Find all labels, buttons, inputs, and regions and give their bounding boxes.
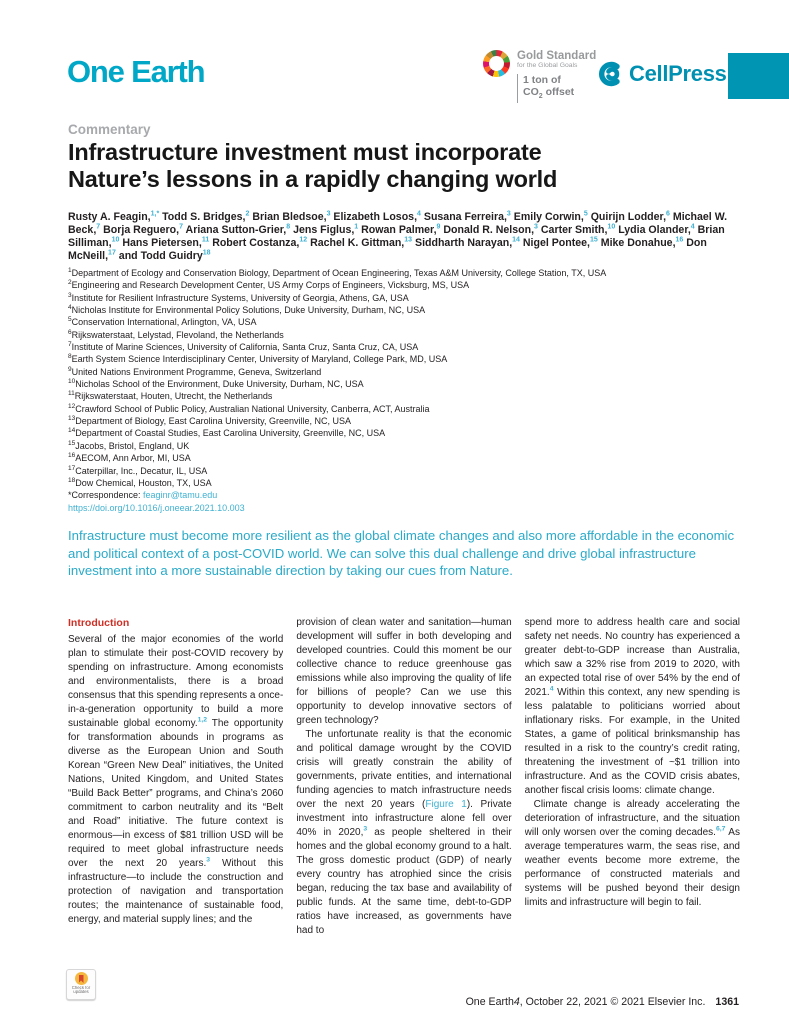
author-name: Mike Donahue, xyxy=(600,237,676,249)
affiliation: $^{18}$Dow Chemical, Houston, TX, USA xyxy=(68,476,212,488)
author-name: Jens Figlus, xyxy=(293,224,355,236)
body-paragraph: Several of the major economies of the world plan to stimulate their post-COVID recovery by spending on infrastructure. Among economists and environmentalists, there is a broad consensus that this spending represents a once-in-a-generation opportunity to build a more sustainable global economy.$^{1,2}$ The opportunity for transformation abounds in programs as diverse as the European Union and South Korean “Green New Deal” initiatives, the United Nations, United Kingdom, and United States “Build Back Better” programs, and China’s 2060 commitment to carbon neutrality and its “Belt and Road” initiative. The future context is enormous—in excess of $81 trillion USD will be required to meet global infrastructure needs over the next 20 years.$^3$ Without this infrastructure—to include the construction and protection of navigation and transportation routes; the maintenance of sustainable food, energy, and material supply lines; and the xyxy=(68,634,284,925)
author-affiliation-ref[interactable]: 3 xyxy=(534,223,538,231)
author-affiliation-ref[interactable]: 6 xyxy=(666,210,670,218)
affiliation: $^6$Rijkswaterstaat, Lelystad, Flevoland, the Netherlands xyxy=(68,328,284,340)
author-affiliation-ref[interactable]: 9 xyxy=(436,223,441,231)
affiliation-number: 12 xyxy=(68,402,76,410)
author-name: Todd S. Bridges, xyxy=(162,211,246,223)
affiliation-number: 14 xyxy=(68,427,76,435)
affiliation-number: 10 xyxy=(68,378,76,386)
body-paragraph: spend more to address health care and social safety net needs. No country has experienced a greater debt-to-GDP increase than Australia, which saw a 32% rise from 2019 to 2020, with an expected total rise of over 54% by the end of 2021.$^4$ Within this context, any new spending is less palatable to politicians worried about inflationary risks. For example, in the United States, a game of political brinksmanship has resulted in a risk to the country’s credit rating, threatening the investment of ~$1 trillion into infrastructure. And as the COVID crisis abates, another fiscal crisis looms: climate change. xyxy=(524,617,740,796)
check-for-updates-badge[interactable] xyxy=(66,969,96,1000)
affiliation-list xyxy=(68,267,742,489)
affiliation: $^{10}$Nicholas School of the Environment, Duke University, Durham, NC, USA xyxy=(68,378,364,390)
author-name: Emily Corwin, xyxy=(513,211,584,223)
author-list xyxy=(68,211,742,263)
author-affiliation-ref[interactable]: 7 xyxy=(96,223,101,231)
gold-standard-ring-icon xyxy=(483,50,510,77)
author-name: and Todd Guidry xyxy=(118,250,203,262)
corner-accent-rectangle xyxy=(728,53,789,99)
body-paragraph: provision of clean water and sanitation—human development will suffer in both developing and developed countries. Could this moment be our collective chance to reduce greenhouse gas emissions while also improving the quality of life for billions of people? Can we use this opportunity to develop innovative sectors of green technology? xyxy=(296,617,512,726)
footer-date-copyright: , October 22, 2021 © 2021 Elsevier Inc. xyxy=(519,996,706,1008)
gold-standard-offset xyxy=(517,74,596,103)
affiliation-number: 16 xyxy=(68,452,76,460)
citation-ref[interactable]: 3 xyxy=(363,825,368,833)
article-body xyxy=(68,616,740,988)
affiliation-number: 15 xyxy=(68,439,76,447)
affiliation: $^{17}$Caterpillar, Inc., Decatur, IL, USA xyxy=(68,464,208,476)
gold-standard-name: Gold Standard xyxy=(517,50,597,62)
author-affiliation-ref[interactable]: 10 xyxy=(607,223,616,231)
author-name: Rachel K. Gittman, xyxy=(310,237,405,249)
author-affiliation-ref[interactable]: 16 xyxy=(675,236,684,244)
body-column-1 xyxy=(68,616,283,988)
affiliation-number: 7 xyxy=(68,341,72,349)
author-affiliation-ref[interactable]: 17 xyxy=(108,249,116,257)
author-affiliation-ref[interactable]: 1,* xyxy=(150,210,160,218)
author-affiliation-ref[interactable]: 1 xyxy=(354,223,359,231)
author-name: Rowan Palmer, xyxy=(361,224,437,236)
author-name: Donald R. Nelson, xyxy=(443,224,535,236)
author-name: Robert Costanza, xyxy=(212,237,300,249)
author-name: Carter Smith, xyxy=(540,224,608,236)
affiliation-number: 18 xyxy=(68,476,76,484)
crossmark-icon xyxy=(75,972,88,985)
cellpress-wordmark: CellPress xyxy=(629,61,727,86)
author-affiliation-ref[interactable]: 8 xyxy=(286,223,291,231)
author-affiliation-ref[interactable]: 15 xyxy=(590,236,598,244)
correspondence-label: *Correspondence: xyxy=(68,490,144,501)
author-affiliation-ref[interactable]: 2 xyxy=(245,210,250,218)
author-affiliation-ref[interactable]: 14 xyxy=(512,236,520,244)
cellpress-icon xyxy=(596,60,624,88)
affiliation: $^4$Nicholas Institute for Environmental Policy Solutions, Duke University, Durham, NC, USA xyxy=(68,304,426,316)
author-name: Don McNeill, xyxy=(68,237,707,262)
author-affiliation-ref[interactable]: 7 xyxy=(179,223,183,231)
author-name: Elizabeth Losos, xyxy=(333,211,418,223)
affiliation: $^{12}$Crawford School of Public Policy, Australian National University, Canberra, ACT, Australia xyxy=(68,402,430,414)
affiliation: $^{15}$Jacobs, Bristol, England, UK xyxy=(68,439,190,451)
doi-link[interactable]: https://doi.org/10.1016/j.oneear.2021.10.003 xyxy=(68,502,245,513)
author-affiliation-ref[interactable]: 13 xyxy=(404,236,413,244)
author-name: Brian Bledsoe, xyxy=(252,211,327,223)
affiliation: $^1$Department of Ecology and Conservation Biology, Department of Ocean Engineering, Texas A&M University, College Station, TX, USA xyxy=(68,267,607,278)
author-affiliation-ref[interactable]: 18 xyxy=(202,249,211,257)
affiliation-number: 1 xyxy=(68,267,72,274)
cellpress-logo xyxy=(596,60,727,88)
author-affiliation-ref[interactable]: 12 xyxy=(299,236,308,244)
footer-journal: One Earth xyxy=(465,996,514,1008)
author-name: Siddharth Narayan, xyxy=(415,237,513,249)
footer-volume: 4 xyxy=(513,996,520,1008)
author-affiliation-ref[interactable]: 4 xyxy=(690,223,695,231)
author-name: Lydia Olander, xyxy=(618,224,691,236)
affiliation: $^7$Institute of Marine Sciences, University of California, Santa Cruz, Santa Cruz, CA, USA xyxy=(68,341,419,353)
author-name: Ariana Sutton-Grier, xyxy=(185,224,287,236)
affiliation-number: 9 xyxy=(68,365,72,373)
correspondence-email-link[interactable]: feaginr@tamu.edu xyxy=(143,490,218,501)
citation-ref[interactable]: 6,7 xyxy=(715,825,726,833)
body-paragraph: Climate change is already accelerating the deterioration of infrastructure, and the situation will only worsen over the coming decades.$^{6,7}$ As average temperatures warm, the seas rise, and weather events become more extreme, the performance of constructed materials and systems will be pushed beyond their design limits and infrastructure will begin to fail. xyxy=(524,799,740,908)
gold-standard-text xyxy=(517,50,596,103)
offset-line-2: $CO_2$ offset xyxy=(523,86,575,101)
citation-ref[interactable]: 4 xyxy=(549,685,554,693)
affiliation-number: 17 xyxy=(68,464,76,472)
body-column-3 xyxy=(525,616,740,988)
one-earth-logo: One Earth xyxy=(67,54,205,89)
gold-standard-badge xyxy=(483,50,596,103)
affiliation-number: 11 xyxy=(68,390,75,398)
footer-page-number: 1361 xyxy=(715,996,739,1008)
author-affiliation-ref[interactable]: 5 xyxy=(583,210,588,218)
article-summary: Infrastructure must become more resilient as the global climate changes and also more affordable in the economic and political context of a post-COVID world. We can solve this dual challenge and drive global infrastructure investment into a more sustainable direction by taking our cues from Nature. xyxy=(68,528,735,579)
affiliation: $^{16}$AECOM, Ann Arbor, MI, USA xyxy=(68,452,191,464)
affiliation-number: 2 xyxy=(68,279,72,287)
affiliation: $^{13}$Department of Biology, East Carolina University, Greenville, NC, USA xyxy=(68,415,352,427)
author-name: Quirijn Lodder, xyxy=(590,211,667,223)
affiliation-number: 5 xyxy=(68,316,72,324)
affiliation: $^5$Conservation International, Arlington, VA, USA xyxy=(68,316,257,328)
affiliation: $^{11}$Rijkswaterstaat, Houten, Utrecht, the Netherlands xyxy=(68,390,273,402)
affiliation: $^2$Engineering and Research Development Center, US Army Corps of Engineers, Vicksburg, MS, USA xyxy=(68,279,470,291)
affiliation-list-wrap xyxy=(68,267,742,514)
affiliation-number: 3 xyxy=(68,291,72,299)
affiliation-number: 6 xyxy=(68,328,72,336)
affiliation: $^9$United Nations Environment Programme, Geneva, Switzerland xyxy=(68,365,322,377)
correspondence-line xyxy=(68,489,742,501)
author-name: Rusty A. Feagin, xyxy=(68,211,151,223)
citation-ref[interactable]: 1,2 xyxy=(197,716,208,724)
affiliation-number: 4 xyxy=(68,304,72,312)
article-title: Infrastructure investment must incorporate Nature’s lessons in a rapidly changing world xyxy=(68,139,558,192)
affiliation-number: 13 xyxy=(68,415,76,423)
affiliation: $^{14}$Department of Coastal Studies, East Carolina University, Greenville, NC, USA xyxy=(68,427,386,439)
author-affiliation-ref[interactable]: 4 xyxy=(417,210,421,218)
author-affiliation-ref[interactable]: 3 xyxy=(506,210,511,218)
affiliation: $^8$Earth System Science Interdisciplinary Center, University of Maryland, College Park, MD, USA xyxy=(68,353,448,365)
author-name: Brian Silliman, xyxy=(68,224,725,249)
gold-standard-tagline: for the Global Goals xyxy=(517,62,578,69)
page-footer xyxy=(466,996,739,1008)
author-name: Hans Pietersen, xyxy=(122,237,202,249)
author-name: Nigel Pontee, xyxy=(522,237,590,249)
author-affiliation-ref[interactable]: 10 xyxy=(111,236,120,244)
author-affiliation-ref[interactable]: 11 xyxy=(201,236,210,244)
author-name: Borja Reguero, xyxy=(103,224,180,236)
author-name: Susana Ferreira, xyxy=(423,211,507,223)
author-affiliation-ref[interactable]: 3 xyxy=(326,210,331,218)
body-paragraph: The unfortunate reality is that the economic and political damage wrought by the COVID crisis will greatly constrain the ability of governments, private entities, and international funding agencies to match infrastructure needs over the next 20 years (Figure 1). Private investment into infrastructure alone fell over 40% in 2020,$^3$ as people sheltered in their homes and the global economy ground to a halt. The gross domestic product (GDP) of nearly every country has atrophied since the crisis began, reducing the tax base and availability of public funds. At the same time, debt-to-GDP ratios have increased, as governments have had to xyxy=(296,729,512,936)
section-heading-introduction: Introduction xyxy=(68,617,130,629)
citation-ref[interactable]: 3 xyxy=(206,856,211,864)
affiliation: $^3$Institute for Resilient Infrastructure Systems, University of Georgia, Athens, GA, USA xyxy=(68,291,409,303)
affiliation-number: 8 xyxy=(68,353,72,361)
figure-link[interactable]: Figure 1 xyxy=(425,799,467,810)
check-for-updates-label: Check for updates xyxy=(71,986,91,995)
body-column-2 xyxy=(296,616,511,988)
author-name: Michael W. Beck, xyxy=(68,211,728,236)
article-type-kicker: Commentary xyxy=(68,122,151,137)
offset-line-1: 1 ton of xyxy=(523,74,561,86)
